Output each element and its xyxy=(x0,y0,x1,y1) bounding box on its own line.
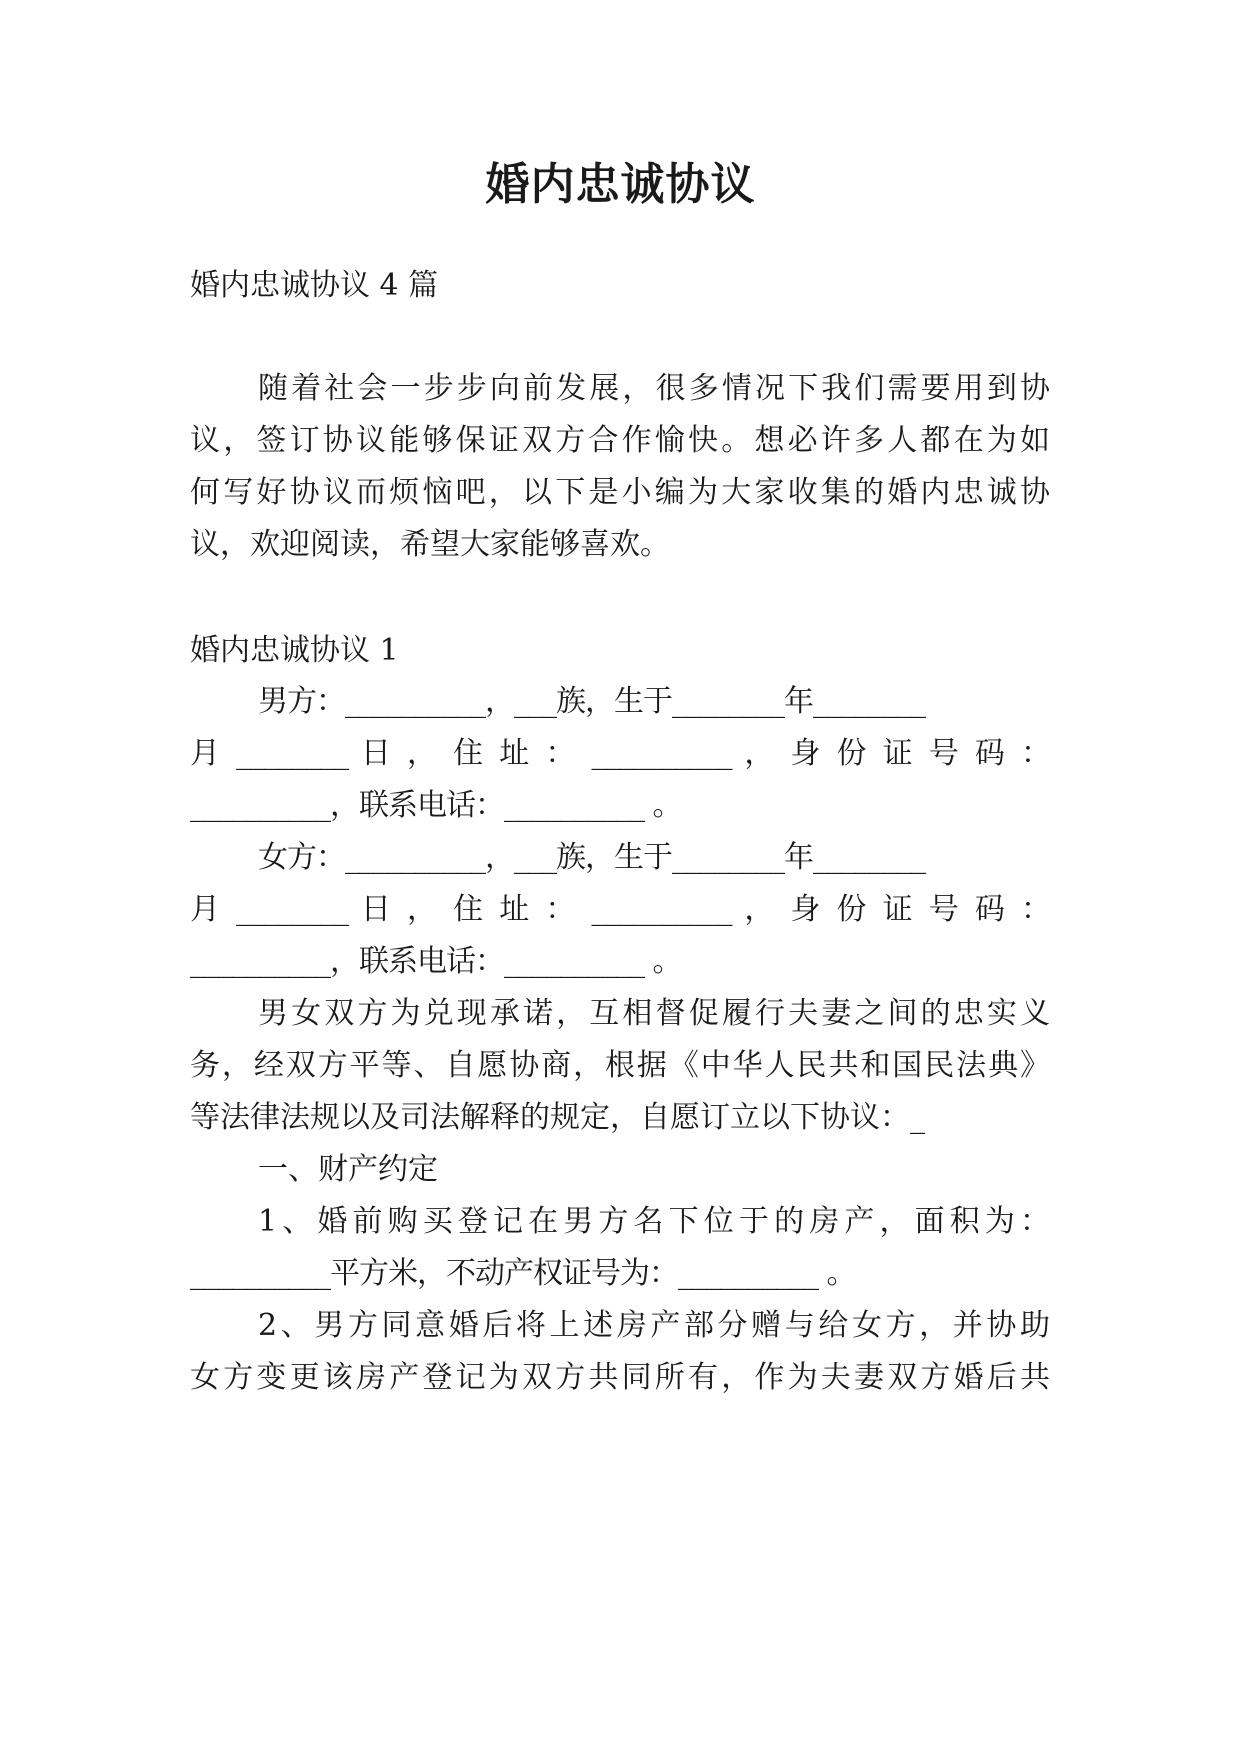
preamble-line: 务，经双方平等、自愿协商，根据《中华人民共和国民法典》 xyxy=(190,1048,1050,1083)
document-subtitle: 婚内忠诚协议 4 篇 xyxy=(190,268,439,303)
property-heading: 一、财产约定 xyxy=(258,1152,438,1187)
item-line: __________平方米，不动产权证号为：__________ 。 xyxy=(190,1256,856,1291)
preamble-line: 等法律法规以及司法解释的规定，自愿订立以下协议：_ xyxy=(190,1100,925,1135)
item-line: 2、男方同意婚后将上述房产部分赠与给女方，并协助 xyxy=(258,1308,1050,1343)
female-party-line: 月 ________ 日 ， 住 址 ： __________ ， 身 份 证 号 码 ： xyxy=(190,892,1050,927)
male-party-line: 男方：__________，___族，生于________年________ xyxy=(258,684,925,719)
male-party-line: 月 ________ 日 ， 住 址 ： __________ ， 身 份 证 号 码 ： xyxy=(190,736,1050,771)
intro-line: 议，签订协议能够保证双方合作愉快。想必许多人都在为如 xyxy=(190,423,1050,458)
female-party-line: 女方：__________，___族，生于________年________ xyxy=(258,840,925,875)
item-line: 女方变更该房产登记为双方共同所有，作为夫妻双方婚后共 xyxy=(190,1360,1050,1395)
document-title: 婚内忠诚协议 xyxy=(485,159,756,210)
preamble-line: 男女双方为兑现承诺，互相督促履行夫妻之间的忠实义 xyxy=(258,996,1050,1031)
male-party-line: __________，联系电话：__________ 。 xyxy=(190,788,682,823)
intro-line: 随着社会一步步向前发展，很多情况下我们需要用到协 xyxy=(258,371,1050,406)
item-line: 1、婚前购买登记在男方名下位于的房产，面积为： xyxy=(258,1204,1050,1239)
intro-line: 议，欢迎阅读，希望大家能够喜欢。 xyxy=(190,527,670,562)
section-heading: 婚内忠诚协议 1 xyxy=(190,633,399,668)
female-party-line: __________，联系电话：__________ 。 xyxy=(190,944,682,979)
intro-line: 何写好协议而烦恼吧，以下是小编为大家收集的婚内忠诚协 xyxy=(190,475,1050,510)
